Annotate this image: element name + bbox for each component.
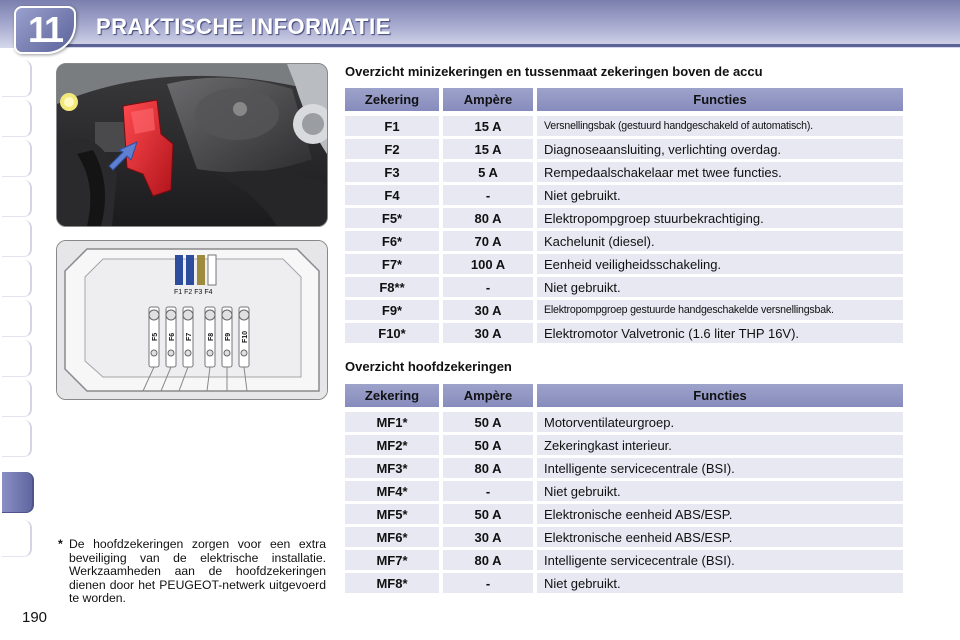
amp-cell: 30 A bbox=[443, 323, 533, 343]
table-row bbox=[345, 162, 903, 182]
table-row bbox=[345, 323, 903, 343]
fuse-label: F5 bbox=[152, 332, 159, 341]
table-row bbox=[345, 504, 903, 524]
fuse-labels-top: F1 F2 F3 F4 bbox=[174, 289, 213, 296]
chapter-tab[interactable] bbox=[2, 100, 32, 137]
amp-cell: 50 A bbox=[443, 435, 533, 455]
chapter-tab[interactable] bbox=[2, 220, 32, 257]
function-cell: Zekeringkast interieur. bbox=[537, 435, 903, 455]
fuse-cell: MF4* bbox=[345, 481, 439, 501]
chapter-tab[interactable] bbox=[2, 340, 32, 377]
fuse-cell: MF8* bbox=[345, 573, 439, 593]
header-rule bbox=[40, 44, 960, 47]
section-title-main-fuses: Overzicht hoofdzekeringen bbox=[345, 359, 512, 374]
footnote-marker: * bbox=[58, 537, 63, 551]
amp-cell: 80 A bbox=[443, 550, 533, 570]
function-cell: Elektropompgroep stuurbekrachtiging. bbox=[537, 208, 903, 228]
chapter-tab[interactable] bbox=[2, 180, 32, 217]
table-row bbox=[345, 185, 903, 205]
amp-cell: 50 A bbox=[443, 504, 533, 524]
section-title-mini-fuses: Overzicht minizekeringen en tussenmaat zekeringen boven de accu bbox=[345, 64, 763, 79]
chapter-tab[interactable] bbox=[2, 260, 32, 297]
function-cell: Eenheid veiligheidsschakeling. bbox=[537, 254, 903, 274]
function-cell: Niet gebruikt. bbox=[537, 573, 903, 593]
table-header bbox=[345, 384, 903, 404]
table-row bbox=[345, 550, 903, 570]
amp-cell: 80 A bbox=[443, 458, 533, 478]
function-cell: Elektronische eenheid ABS/ESP. bbox=[537, 527, 903, 547]
header-amp: Ampère bbox=[443, 384, 533, 407]
amp-cell: 30 A bbox=[443, 300, 533, 320]
table-row bbox=[345, 116, 903, 136]
header-functions: Functies bbox=[537, 88, 903, 111]
amp-cell: - bbox=[443, 185, 533, 205]
header-fuse: Zekering bbox=[345, 384, 439, 407]
function-cell: Intelligente servicecentrale (BSI). bbox=[537, 550, 903, 570]
fuse-label: F7 bbox=[186, 332, 193, 341]
chapter-tab[interactable] bbox=[2, 420, 32, 457]
amp-cell: 30 A bbox=[443, 527, 533, 547]
table-row bbox=[345, 254, 903, 274]
header-amp: Ampère bbox=[443, 88, 533, 111]
table-header bbox=[345, 88, 903, 108]
chapter-tab[interactable] bbox=[2, 300, 32, 337]
chapter-tab[interactable] bbox=[2, 380, 32, 417]
fuse-cell: F9* bbox=[345, 300, 439, 320]
amp-cell: 100 A bbox=[443, 254, 533, 274]
fuse-cell: F7* bbox=[345, 254, 439, 274]
footnote bbox=[58, 538, 326, 606]
fuse-cell: F6* bbox=[345, 231, 439, 251]
amp-cell: 70 A bbox=[443, 231, 533, 251]
fuse-label: F10 bbox=[242, 330, 249, 343]
fuse-cell: F2 bbox=[345, 139, 439, 159]
table-row bbox=[345, 458, 903, 478]
function-cell: Diagnoseaansluiting, verlichting overdag. bbox=[537, 139, 903, 159]
engine-bay-photo bbox=[56, 63, 328, 227]
chapter-tab-active[interactable] bbox=[2, 472, 34, 513]
fuse-label: F9 bbox=[225, 332, 232, 341]
table-row bbox=[345, 231, 903, 251]
fuse-cell: MF5* bbox=[345, 504, 439, 524]
amp-cell: - bbox=[443, 573, 533, 593]
fuse-cell: MF6* bbox=[345, 527, 439, 547]
fuse-cell: F4 bbox=[345, 185, 439, 205]
function-cell: Elektropompgroep gestuurde handgeschakelde versnellingsbak. bbox=[537, 300, 903, 320]
fuse-cell: F1 bbox=[345, 116, 439, 136]
fuse-cell: F5* bbox=[345, 208, 439, 228]
amp-cell: 5 A bbox=[443, 162, 533, 182]
chapter-tab[interactable] bbox=[2, 60, 32, 97]
fuse-cell: MF1* bbox=[345, 412, 439, 432]
function-cell: Versnellingsbak (gestuurd handgeschakeld of automatisch). bbox=[537, 116, 903, 136]
function-cell: Elektronische eenheid ABS/ESP. bbox=[537, 504, 903, 524]
function-cell: Niet gebruikt. bbox=[537, 481, 903, 501]
fuse-cell: F10* bbox=[345, 323, 439, 343]
fuse-cell: MF7* bbox=[345, 550, 439, 570]
function-cell: Motorventilateurgroep. bbox=[537, 412, 903, 432]
function-cell: Intelligente servicecentrale (BSI). bbox=[537, 458, 903, 478]
table-row bbox=[345, 139, 903, 159]
fuse-cell: MF3* bbox=[345, 458, 439, 478]
table-row bbox=[345, 412, 903, 432]
chapter-tab[interactable] bbox=[2, 140, 32, 177]
footnote-text: De hoofdzekeringen zorgen voor een extra beveiliging van de elektrische installatie. Werkzaamheden aan de hoofdzekeringen dienen door het PEUGEOT-netwerk uitgevoerd te worden. bbox=[69, 537, 326, 606]
table-row bbox=[345, 277, 903, 297]
fuse-label: F6 bbox=[169, 332, 176, 341]
fuse-cell: F8** bbox=[345, 277, 439, 297]
function-cell: Rempedaalschakelaar met twee functies. bbox=[537, 162, 903, 182]
function-cell: Kachelunit (diesel). bbox=[537, 231, 903, 251]
fuse-box-diagram bbox=[56, 240, 328, 400]
fuse-cell: MF2* bbox=[345, 435, 439, 455]
amp-cell: 15 A bbox=[443, 139, 533, 159]
amp-cell: - bbox=[443, 277, 533, 297]
table-row bbox=[345, 300, 903, 320]
page-number: 190 bbox=[22, 609, 48, 626]
chapter-badge: 11 bbox=[14, 6, 76, 54]
table-row bbox=[345, 208, 903, 228]
table-row bbox=[345, 573, 903, 593]
fuse-cell: F3 bbox=[345, 162, 439, 182]
fuse-label: F8 bbox=[208, 332, 215, 341]
header-fuse: Zekering bbox=[345, 88, 439, 111]
function-cell: Elektromotor Valvetronic (1.6 liter THP 16V). bbox=[537, 323, 903, 343]
amp-cell: - bbox=[443, 481, 533, 501]
amp-cell: 80 A bbox=[443, 208, 533, 228]
page-title: PRAKTISCHE INFORMATIE bbox=[96, 14, 391, 39]
function-cell: Niet gebruikt. bbox=[537, 185, 903, 205]
amp-cell: 15 A bbox=[443, 116, 533, 136]
table-row bbox=[345, 527, 903, 547]
table-row bbox=[345, 435, 903, 455]
chapter-tab[interactable] bbox=[2, 520, 32, 557]
table-row bbox=[345, 481, 903, 501]
chapter-tabs bbox=[0, 60, 34, 580]
header-functions: Functies bbox=[537, 384, 903, 407]
function-cell: Niet gebruikt. bbox=[537, 277, 903, 297]
amp-cell: 50 A bbox=[443, 412, 533, 432]
